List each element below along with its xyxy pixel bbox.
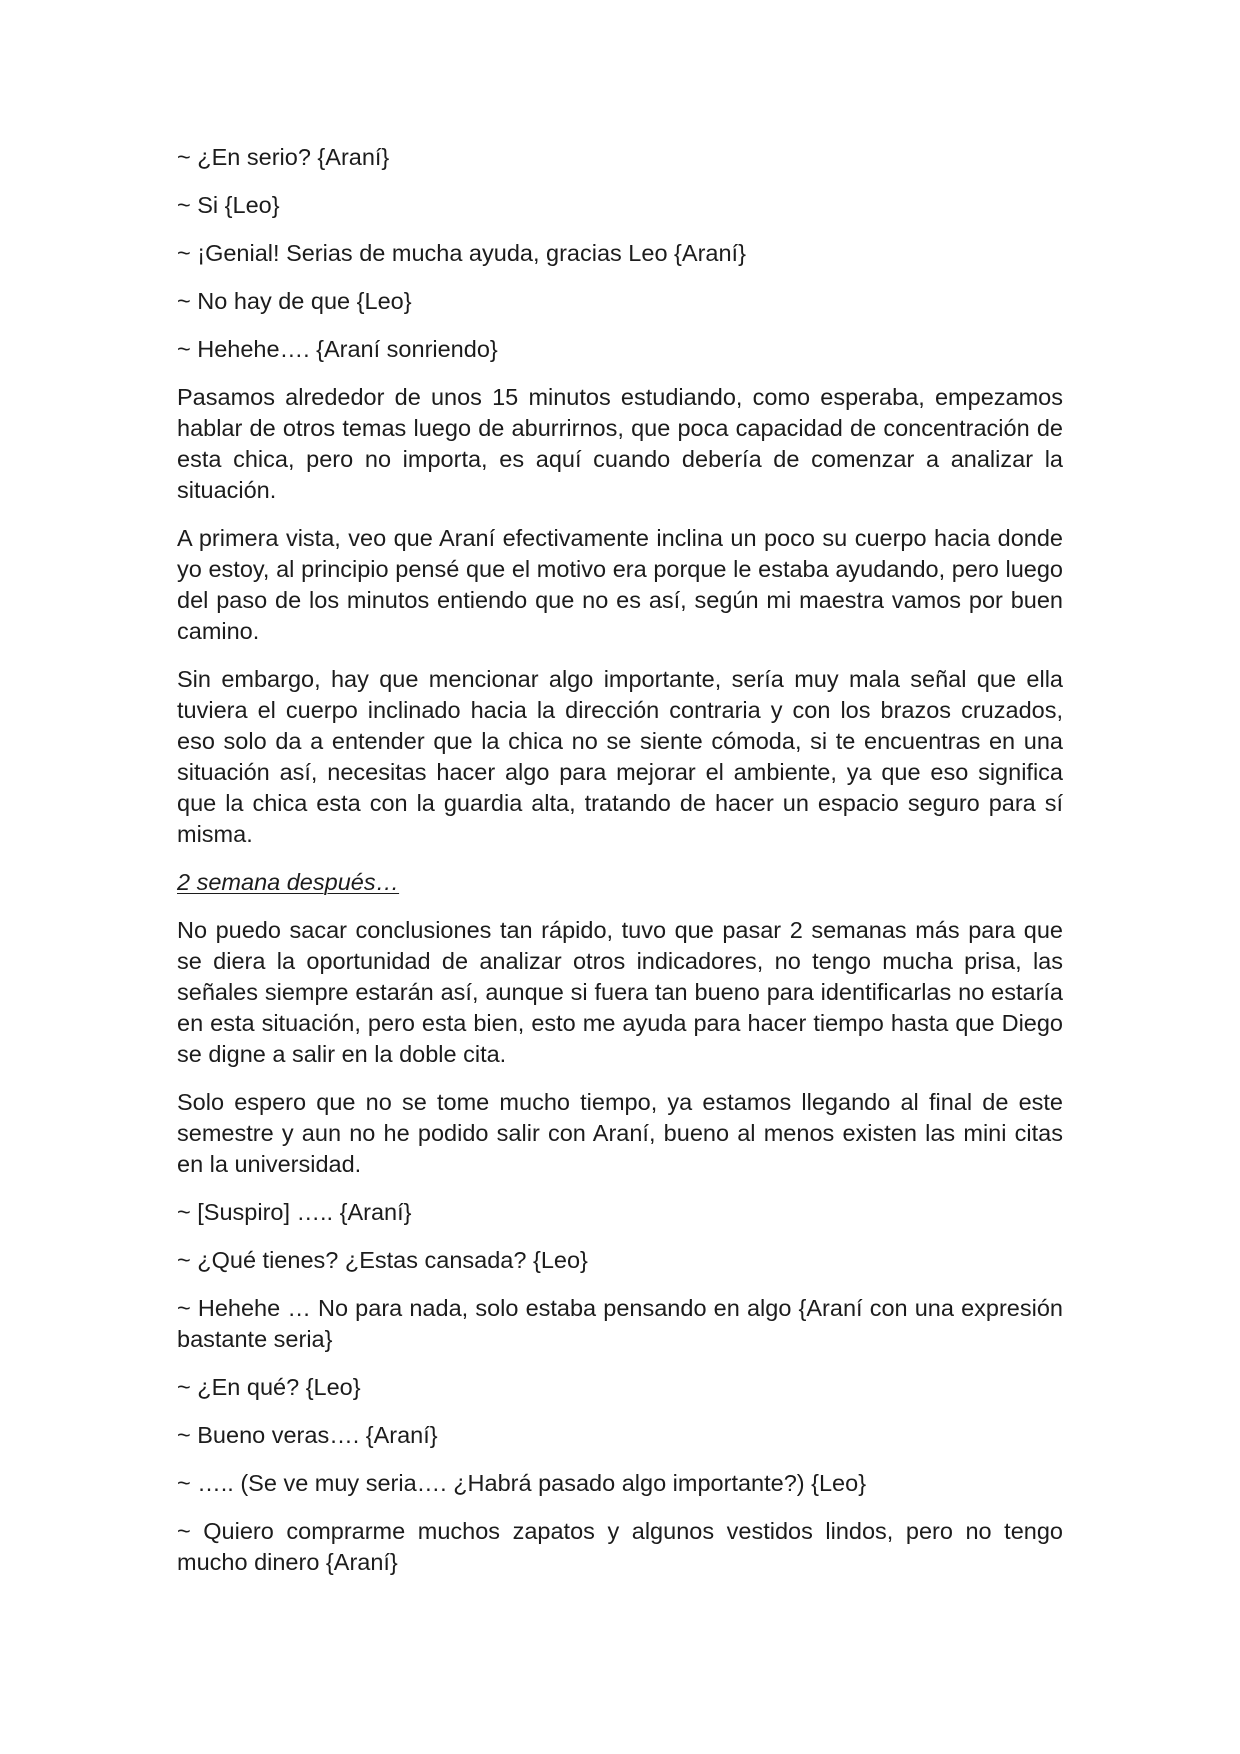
dialogue-line: ~ ¿En serio? {Araní} [177, 144, 390, 170]
dialogue-line: ~ [Suspiro] ….. {Araní} [177, 1199, 412, 1225]
dialogue-line: ~ ….. (Se ve muy seria…. ¿Habrá pasado algo importante?) {Leo} [177, 1470, 867, 1496]
narrative-paragraph: Pasamos alrededor de unos 15 minutos estudiando, como esperaba, empezamos hablar de otros temas luego de aburrirnos, que poca capacidad de concentración de esta chica, pero no importa, es aquí cuando debería de comenzar a analizar la situación. [177, 384, 1063, 503]
dialogue-line: ~ No hay de que {Leo} [177, 288, 412, 314]
dialogue-line: ~ ¡Genial! Serias de mucha ayuda, gracias Leo {Araní} [177, 240, 746, 266]
narrative-paragraph: Solo espero que no se tome mucho tiempo, ya estamos llegando al final de este semestre y aun no he podido salir con Araní, bueno al menos existen las mini citas en la universidad. [177, 1089, 1063, 1177]
narrative-paragraph: Sin embargo, hay que mencionar algo importante, sería muy mala señal que ella tuviera el cuerpo inclinado hacia la dirección contraria y con los brazos cruzados, eso solo da a entender que la chica no se siente cómoda, si te encuentras en una situación así, necesitas hacer algo para mejorar el ambiente, ya que eso significa que la chica esta con la guardia alta, tratando de hacer un espacio seguro para sí misma. [177, 666, 1063, 847]
narrative-paragraph: No puedo sacar conclusiones tan rápido, tuvo que pasar 2 semanas más para que se diera la oportunidad de analizar otros indicadores, no tengo mucha prisa, las señales siempre estarán así, aunque si fuera tan bueno para identificarlas no estaría en esta situación, pero esta bien, esto me ayuda para hacer tiempo hasta que Diego se digne a salir en la doble cita. [177, 917, 1063, 1067]
dialogue-line: ~ Si {Leo} [177, 192, 280, 218]
dialogue-line: ~ Hehehe … No para nada, solo estaba pensando en algo {Araní con una expresión bastante seria} [177, 1295, 1063, 1352]
section-heading: 2 semana después… [177, 869, 400, 895]
dialogue-line: ~ Hehehe…. {Araní sonriendo} [177, 336, 498, 362]
dialogue-line: ~ ¿En qué? {Leo} [177, 1374, 361, 1400]
narrative-paragraph: A primera vista, veo que Araní efectivamente inclina un poco su cuerpo hacia donde yo estoy, al principio pensé que el motivo era porque le estaba ayudando, pero luego del paso de los minutos entiendo que no es así, según mi maestra vamos por buen camino. [177, 525, 1063, 644]
dialogue-line: ~ Bueno veras…. {Araní} [177, 1422, 438, 1448]
dialogue-line: ~ Quiero comprarme muchos zapatos y algunos vestidos lindos, pero no tengo mucho dinero {Araní} [177, 1518, 1063, 1575]
dialogue-line: ~ ¿Qué tienes? ¿Estas cansada? {Leo} [177, 1247, 588, 1273]
document-body [177, 142, 1063, 1595]
